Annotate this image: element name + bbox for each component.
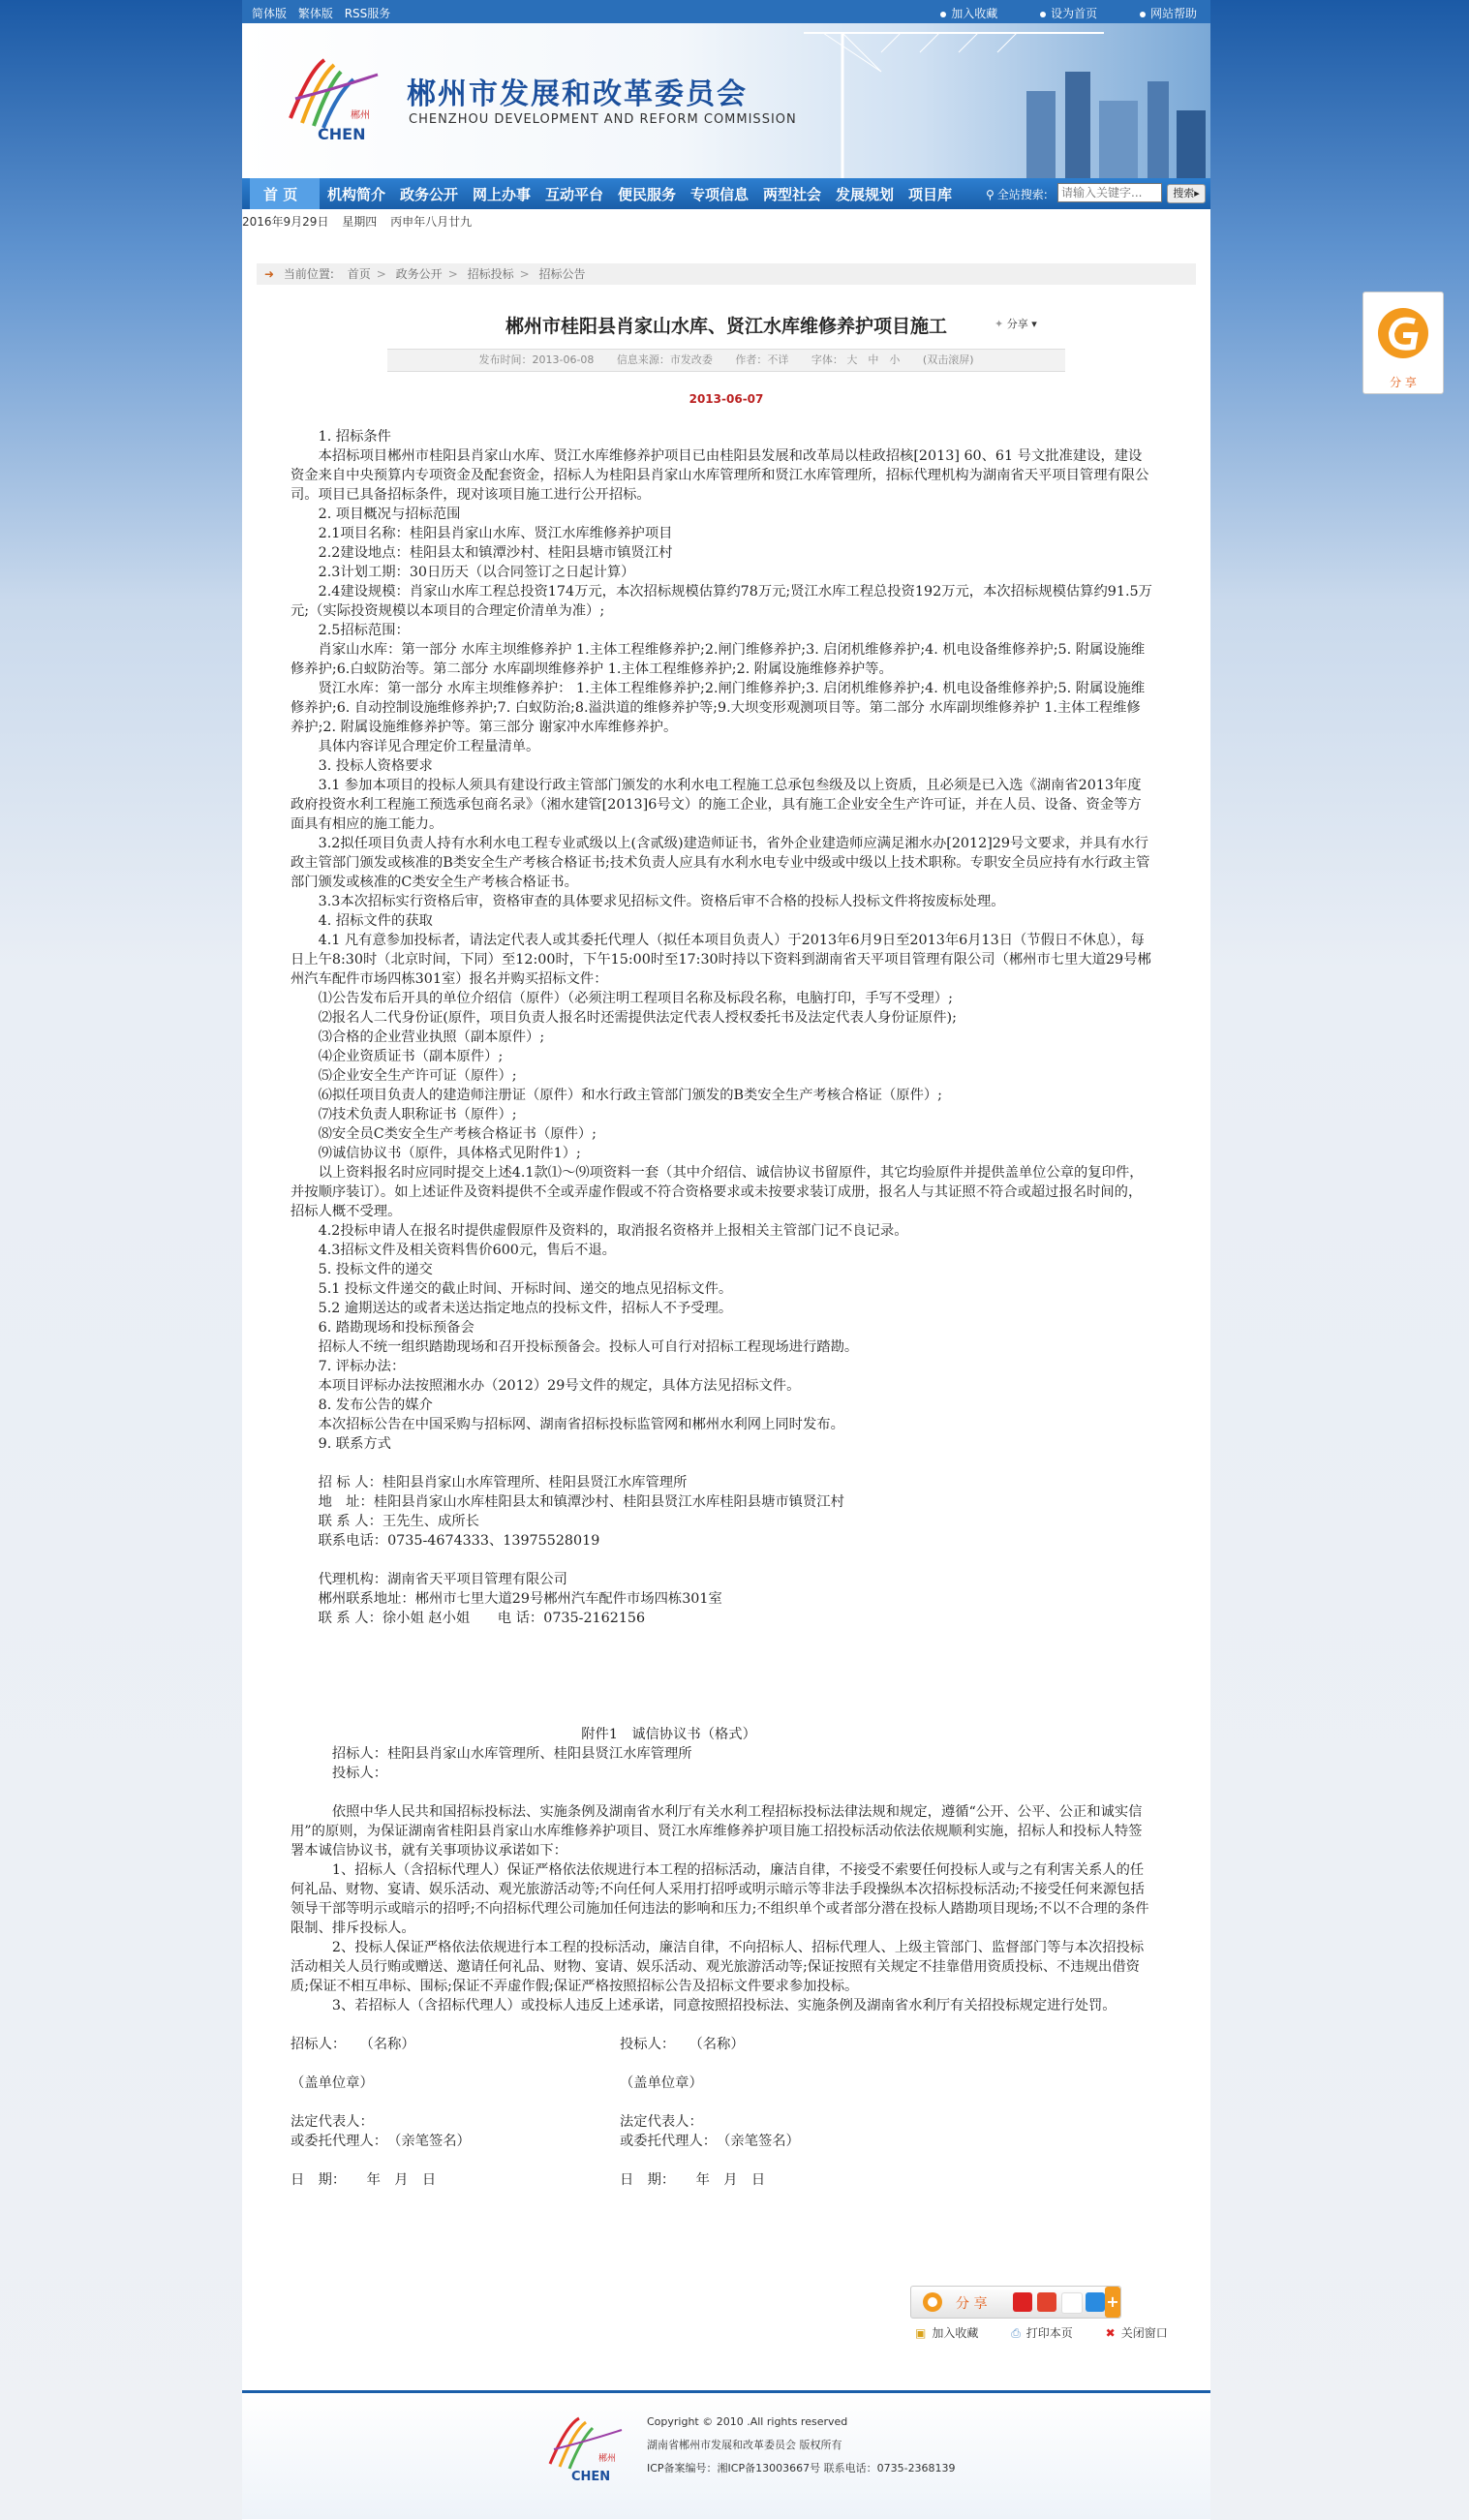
floating-share-widget[interactable] <box>1362 292 1444 394</box>
article-paragraph: ⑵报名人二代身份证(原件，项目负责人报名时还需提供法定代表人授权委托书及法定代表人身份证原件); <box>291 1010 957 1026</box>
search-icon: ⚲ <box>986 188 995 201</box>
article-paragraph: 附件1 诚信协议书（格式） <box>291 1727 756 1742</box>
favorite-icon: ▣ <box>915 2326 927 2340</box>
close-window-button[interactable]: ✖ 关闭窗口 <box>1105 2326 1168 2340</box>
article-paragraph: 依照中华人民共和国招标投标法、实施条例及湖南省水利厅有关水利工程招标投标法律法规和规定，遵循“公开、公平、公正和诚实信用”的原则，为保证湖南省桂阳县肖家山水库维修养护项目、贤江水库维修养护项目施工招投标活动依法依规顺利实施，招标人和投标人特签署本诚信协议书，就有关事项协议承诺如下： <box>291 1804 1143 1859</box>
article-paragraph: 9. 联系方式 <box>291 1436 391 1452</box>
blank-line <box>291 1551 1152 1570</box>
bullet-icon <box>940 12 946 17</box>
article-paragraph: ⑸企业安全生产许可证（原件）; <box>291 1068 517 1084</box>
search-label: ⚲ 全站搜索: <box>986 188 1048 201</box>
signature-row <box>291 2112 1152 2132</box>
nav-project-library[interactable]: 项目库 <box>908 186 953 203</box>
article-paragraph: 3.2拟任项目负责人持有水利水电工程专业贰级以上(含贰级)建造师证书，省外企业建造师应满足湘水办[2012]29号文要求，并具有水行政主管部门颁发或核准的B类安全生产考核合格证书;技术负责人应具有水利水电专业中级或中级以上技术职称。专职安全员应持有水行政主管部门颁发或核准的C类安全生产考核合格证书。 <box>291 836 1150 890</box>
signature-left: （盖单位章） <box>291 2075 374 2091</box>
signature-left: 法定代表人： <box>291 2114 374 2130</box>
share-logo-icon <box>1376 302 1430 364</box>
article-paragraph: ⑻安全员C类安全生产考核合格证书（原件）; <box>291 1126 597 1142</box>
signature-left <box>291 2093 620 2112</box>
nav-special-info[interactable]: 专项信息 <box>690 186 750 203</box>
article-paragraph: 2、投标人保证严格依法依规进行本工程的投标活动，廉洁自律，不向招标人、招标代理人、上级主管部门、监督部门等与本次招投标活动相关人员行贿或赠送、邀请任何礼品、财物、宴请、娱乐活动、观光旅游活动等;保证按照有关规定不挂靠借用资质投标、不违规出借资质;保证不相互串标、围标;保证不弄虚作假;保证严格按照招标公告及招标文件要求参加投标。 <box>291 1940 1145 1994</box>
article-paragraph: 4.1 凡有意参加投标者，请法定代表人或其委托代理人（拟任本项目负责人）于2013年6月9日至2013年6月13日（节假日不休息），每日上午8:30时（北京时间，下同）至12:00时，下午15:00时至17:30时持以下资料到湖南省天平项目管理有限公司（郴州市七里大道29号郴州汽车配件市场四栋301室）报名并购买招标文件： <box>291 933 1151 987</box>
article-paragraph: 3.3本次招标实行资格后审，资格审查的具体要求见招标文件。资格后审不合格的投标人投标文件将按废标处理。 <box>291 894 1005 909</box>
signature-row <box>291 2074 1152 2093</box>
logo-text: CHEN <box>318 125 366 143</box>
signature-row <box>291 2054 1152 2074</box>
article-paragraph: 1. 招标条件 <box>291 429 391 445</box>
share-label[interactable]: 分 享 <box>956 2296 988 2312</box>
article-paragraph: 具体内容详见合理定价工程量清单。 <box>291 739 540 754</box>
nav-about[interactable]: 机构简介 <box>327 186 386 203</box>
current-weekday: 星期四 <box>342 215 378 229</box>
link-simplified[interactable]: 简体版 <box>252 7 288 20</box>
icp-record: ICP备案编号：湘ICP备13003667号 联系电话：0735-2368139 <box>647 2462 956 2474</box>
main-nav <box>242 178 1210 209</box>
article-paragraph: ⑴公告发布后开具的单位介绍信（原件）（必须注明工程项目名称及标段名称，电脑打印，手写不受理）; <box>291 991 953 1006</box>
site-help-link[interactable]: 网站帮助 <box>1140 7 1197 20</box>
bullet-icon <box>1140 12 1146 17</box>
article-paragraph: 5.2 逾期送达的或者未送达指定地点的投标文件，招标人不予受理。 <box>291 1301 733 1316</box>
share-bar <box>910 2286 1121 2319</box>
article-paragraph: 郴州联系地址：郴州市七里大道29号郴州汽车配件市场四栋301室 <box>291 1591 722 1607</box>
article-paragraph: 2.4建设规模：肖家山水库工程总投资174万元，本次招标规模估算约78万元;贤江水库工程总投资192万元，本次招标规模估算约91.5万元;（实际投资规模以本项目的合理定价清单为准）; <box>291 584 1152 619</box>
blank-line <box>291 1647 1152 1667</box>
search-button[interactable]: 搜索▸ <box>1167 184 1206 203</box>
breadcrumb-label: 当前位置: <box>283 267 334 281</box>
arrow-right-icon: ▸ <box>1194 187 1200 200</box>
tencent-share-icon[interactable] <box>1037 2292 1056 2312</box>
font-size-switcher[interactable]: 字体： 大 中 小 <box>811 353 901 366</box>
blank-line <box>291 1783 1152 1802</box>
article-title: 郴州市桂阳县肖家山水库、贤江水库维修养护项目施工 <box>505 316 947 337</box>
article-paragraph: 4.2投标申请人在报名时提供虚假原件及资料的，取消报名资格并上报相关主管部门记不良记录。 <box>291 1223 908 1239</box>
signature-right: 法定代表人： <box>620 2114 703 2130</box>
print-icon: ⎙ <box>1011 2326 1021 2340</box>
qzone-share-icon[interactable] <box>1061 2292 1083 2314</box>
nav-home[interactable]: 首 页 <box>263 186 298 203</box>
article-paragraph: ⑼诚信协议书（原件，具体格式见附件1）; <box>291 1146 581 1161</box>
renren-share-icon[interactable] <box>1086 2292 1105 2312</box>
signature-row <box>291 2151 1152 2170</box>
more-share-icon[interactable]: + <box>1105 2287 1120 2318</box>
nav-interaction[interactable]: 互动平台 <box>545 186 604 203</box>
footer-logo-small-text: 郴州 <box>598 2454 617 2464</box>
blank-line <box>291 1706 1152 1725</box>
site-subtitle: CHENZHOU DEVELOPMENT AND REFORM COMMISSION <box>409 112 797 127</box>
share-icon: ✦ <box>995 318 1004 330</box>
date-line <box>242 213 481 230</box>
signature-left: 或委托代理人： （亲笔签名） <box>291 2134 471 2149</box>
signature-left <box>291 2054 620 2074</box>
article-paragraph: 2. 项目概况与招标范围 <box>291 507 461 522</box>
logo-small-text: 郴州 <box>351 110 370 121</box>
article-paragraph: 2.3计划工期：30日历天（以合同签订之日起计算） <box>291 565 635 580</box>
article-paragraph: 3.1 参加本项目的投标人须具有建设行政主管部门颁发的水利水电工程施工总承包叁级及以上资质，且必须是已入选《湖南省2013年度政府投资水利工程施工预选承包商名录》（湘水建管[2013]6号文）的施工企业，具有施工企业安全生产许可证，并在人员、设备、资金等方面具有相应的施工能力。 <box>291 778 1142 832</box>
breadcrumb-bid-notice[interactable]: 招标公告 <box>538 267 586 281</box>
lunar-date: 丙申年八月廿九 <box>390 215 473 229</box>
article-paragraph: 投标人： <box>291 1766 388 1781</box>
footer-logo-text: CHEN <box>571 2470 611 2484</box>
article-paragraph: 代理机构：湖南省天平项目管理有限公司 <box>291 1572 567 1587</box>
article-paragraph: 贤江水库：第一部分 水库主坝维修养护： 1.主体工程维修养护;2.闸门维修养护;3. 启闭机维修养护;4. 机电设备维修养护;5. 附属设施维修养护;6. 自动控制设施维修养护;7. 白蚁防治;8.溢洪道的维修养护等;9.大坝变形观测项目等。第二部分 水库副坝维修养护 1.主体工程维修养护;2. 附属设施维修养护等。第三部分 谢家冲水库维修养护。 <box>291 681 1146 735</box>
article-body <box>291 427 1152 2190</box>
site-title: 郴州市发展和改革委员会 <box>407 77 748 111</box>
article-paragraph: 招标人不统一组织踏勘现场和召开投标预备会。投标人可自行对招标工程现场进行踏勘。 <box>291 1339 859 1355</box>
share-logo-icon <box>921 2290 946 2314</box>
blank-line <box>291 1454 1152 1473</box>
publish-date: 2013-06-07 <box>689 392 764 406</box>
scroll-hint: (双击滚屏) <box>922 353 974 366</box>
signature-left <box>291 2151 620 2170</box>
weibo-share-icon[interactable] <box>1013 2292 1032 2312</box>
article-paragraph: 2.2建设地点：桂阳县太和镇潭沙村、桂阳县塘市镇贤江村 <box>291 545 673 561</box>
publish-time: 发布时间：2013-06-08 <box>478 353 595 366</box>
article-paragraph: 以上资料报名时应同时提交上述4.1款⑴～⑼项资料一套（其中介绍信、诚信协议书留原件，其它均验原件并提供盖单位公章的复印件，并按顺序装订）。如上述证件及资料提供不全或弄虚作假或不符合资格要求或未按要求装订成册，报名人与其证照不符合或超过报名时间的，招标人概不受理。 <box>291 1165 1144 1219</box>
article-paragraph: 本招标项目郴州市桂阳县肖家山水库、贤江水库维修养护项目已由桂阳县发展和改革局以桂政招核[2013] 60、61 号文批准建设，建设资金来自中央预算内专项资金及配套资金，招标人为桂阳县肖家山水库管理所和贤江水库管理所，招标代理机构为湖南省天平项目管理有限公司。项目已具备招标条件，现对该项目施工进行公开招标。 <box>291 448 1149 503</box>
site-logo[interactable] <box>281 50 387 147</box>
add-favorite-button[interactable]: ▣ 加入收藏 <box>915 2326 979 2340</box>
author: 作者：不详 <box>735 353 789 366</box>
link-traditional[interactable]: 繁体版 <box>297 7 333 20</box>
article-paragraph: 1、招标人（含招标代理人）保证严格依法依规进行本工程的招标活动，廉洁自律，不接受不索要任何投标人或与之有利害关系人的任何礼品、财物、宴请、娱乐活动、观光旅游活动等;不向任何人采用打招呼或明示暗示等非法手段操纵本次招标投标活动;不接受任何来源包括领导干部等明示或暗示的招呼;不向招标代理公司施加任何违法的影响和压力;不组织单个或者部分潜在投标人踏勘项目现场;不以不合理的条件限制、排斥投标人。 <box>291 1862 1149 1936</box>
link-rss[interactable]: RSS服务 <box>344 7 391 20</box>
article-meta <box>387 349 1065 372</box>
article-paragraph: 7. 评标办法： <box>291 1359 406 1374</box>
signature-right: 日 期： 年 月 日 <box>620 2172 766 2188</box>
footer-logo <box>542 2411 629 2488</box>
signature-right: （盖单位章） <box>620 2075 703 2091</box>
article-paragraph: 5.1 投标文件递交的截止时间、开标时间、递交的地点见招标文件。 <box>291 1281 733 1297</box>
signature-left: 招标人： （名称） <box>291 2037 415 2052</box>
site-owner: 湖南省郴州市发展和改革委员会 版权所有 <box>647 2439 842 2451</box>
footer-text <box>647 2411 956 2480</box>
nav-public-service[interactable]: 便民服务 <box>618 186 677 203</box>
article-paragraph: ⑶合格的企业营业执照（副本原件）; <box>291 1030 545 1045</box>
blank-line <box>291 1667 1152 1686</box>
article-paragraph: 4.3招标文件及相关资料售价600元，售后不退。 <box>291 1243 616 1258</box>
article-paragraph: 8. 发布公告的媒介 <box>291 1398 433 1413</box>
article-paragraph: 地 址：桂阳县肖家山水库桂阳县太和镇潭沙村、桂阳县贤江水库桂阳县塘市镇贤江村 <box>291 1494 844 1510</box>
article-paragraph: 招 标 人：桂阳县肖家山水库管理所、桂阳县贤江水库管理所 <box>291 1475 688 1490</box>
breadcrumb: ➜ 当前位置: 首页 > 政务公开 > 招标投标 > 招标公告 <box>257 263 1196 285</box>
set-homepage-link[interactable]: 设为首页 <box>1040 7 1097 20</box>
article-paragraph: 5. 投标文件的递交 <box>291 1262 433 1277</box>
article-paragraph: ⑹拟任项目负责人的建造师注册证（原件）和水行政主管部门颁发的B类安全生产考核合格证（原件）; <box>291 1088 942 1103</box>
bullet-icon <box>1040 12 1046 17</box>
top-bar <box>242 0 1210 23</box>
signature-right: 或委托代理人： （亲笔签名） <box>620 2134 800 2149</box>
crane-skyline-image <box>784 23 1210 178</box>
blank-line <box>291 2015 1152 2035</box>
article-paragraph: 本项目评标办法按照湘水办（2012）29号文件的规定，具体方法见招标文件。 <box>291 1378 801 1394</box>
close-icon: ✖ <box>1105 2326 1116 2340</box>
print-button[interactable]: ⎙ 打印本页 <box>1011 2326 1073 2340</box>
article-paragraph: 4. 招标文件的获取 <box>291 913 433 929</box>
breadcrumb-home[interactable]: 首页 <box>347 267 371 281</box>
footer <box>242 2390 1210 2519</box>
breadcrumb-arrow-icon: ➜ <box>264 267 275 281</box>
article-paragraph: 2.5招标范围： <box>291 623 410 638</box>
page <box>242 0 1210 2520</box>
signature-left: 日 期： 年 月 日 <box>291 2172 437 2188</box>
current-date: 2016年9月29日 <box>242 215 329 229</box>
signature-row <box>291 2035 1152 2054</box>
article-paragraph: 招标人：桂阳县肖家山水库管理所、桂阳县贤江水库管理所 <box>291 1746 692 1762</box>
blank-line <box>291 1686 1152 1706</box>
nav-gov-affairs[interactable]: 政务公开 <box>400 186 459 203</box>
search-input[interactable] <box>1057 183 1162 202</box>
nav-two-type-society[interactable]: 两型社会 <box>763 186 822 203</box>
signature-row <box>291 2093 1152 2112</box>
share-mini-button[interactable]: ✦ 分享 ▾ <box>995 318 1037 330</box>
article-paragraph: 3. 投标人资格要求 <box>291 758 433 774</box>
article-paragraph: 肖家山水库：第一部分 水库主坝维修养护 1.主体工程维修养护;2.闸门维修养护;3. 启闭机维修养护;4. 机电设备维修养护;5. 附属设施维修养护;6.白蚁防治等。第二部分 水库副坝维修养护 1.主体工程维修养护;2. 附属设施维修养护等。 <box>291 642 1146 677</box>
article-paragraph: 联 系 人：王先生、成所长 <box>291 1514 479 1529</box>
article-paragraph: 联系电话：0735-4674333、13975528019 <box>291 1533 600 1549</box>
copyright: Copyright © 2010 .All rights reserved <box>647 2415 848 2428</box>
breadcrumb-gov-affairs[interactable]: 政务公开 <box>395 267 443 281</box>
article-paragraph: 3、若招标人（含招标代理人）或投标人违反上述承诺，同意按照招投标法、实施条例及湖南省水利厅有关招投标规定进行处罚。 <box>291 1998 1117 2013</box>
article-paragraph: 2.1项目名称：桂阳县肖家山水库、贤江水库维修养护项目 <box>291 526 673 541</box>
article-paragraph: 6. 踏勘现场和投标预备会 <box>291 1320 474 1336</box>
article-paragraph: ⑺技术负责人职称证书（原件）; <box>291 1107 517 1122</box>
nav-planning[interactable]: 发展规划 <box>836 186 895 203</box>
signature-row <box>291 2170 1152 2190</box>
article-paragraph: 本次招标公告在中国采购与招标网、湖南省招标投标监管网和郴州水利网上同时发布。 <box>291 1417 844 1432</box>
breadcrumb-bidding[interactable]: 招标投标 <box>467 267 514 281</box>
article-paragraph: 联 系 人：徐小姐 赵小姐 电 话：0735-2162156 <box>291 1611 646 1626</box>
info-source: 信息来源：市发改委 <box>616 353 713 366</box>
add-favorite-link[interactable]: 加入收藏 <box>940 7 997 20</box>
page-tools <box>886 2324 1168 2341</box>
signature-right: 投标人： （名称） <box>620 2037 745 2052</box>
article-paragraph: ⑷企业资质证书（副本原件）; <box>291 1049 504 1064</box>
signature-row <box>291 2132 1152 2151</box>
blank-line <box>291 1628 1152 1647</box>
floating-share-label: 分 享 <box>1390 376 1417 389</box>
header-banner <box>242 23 1210 178</box>
nav-online-service[interactable]: 网上办事 <box>473 186 532 203</box>
